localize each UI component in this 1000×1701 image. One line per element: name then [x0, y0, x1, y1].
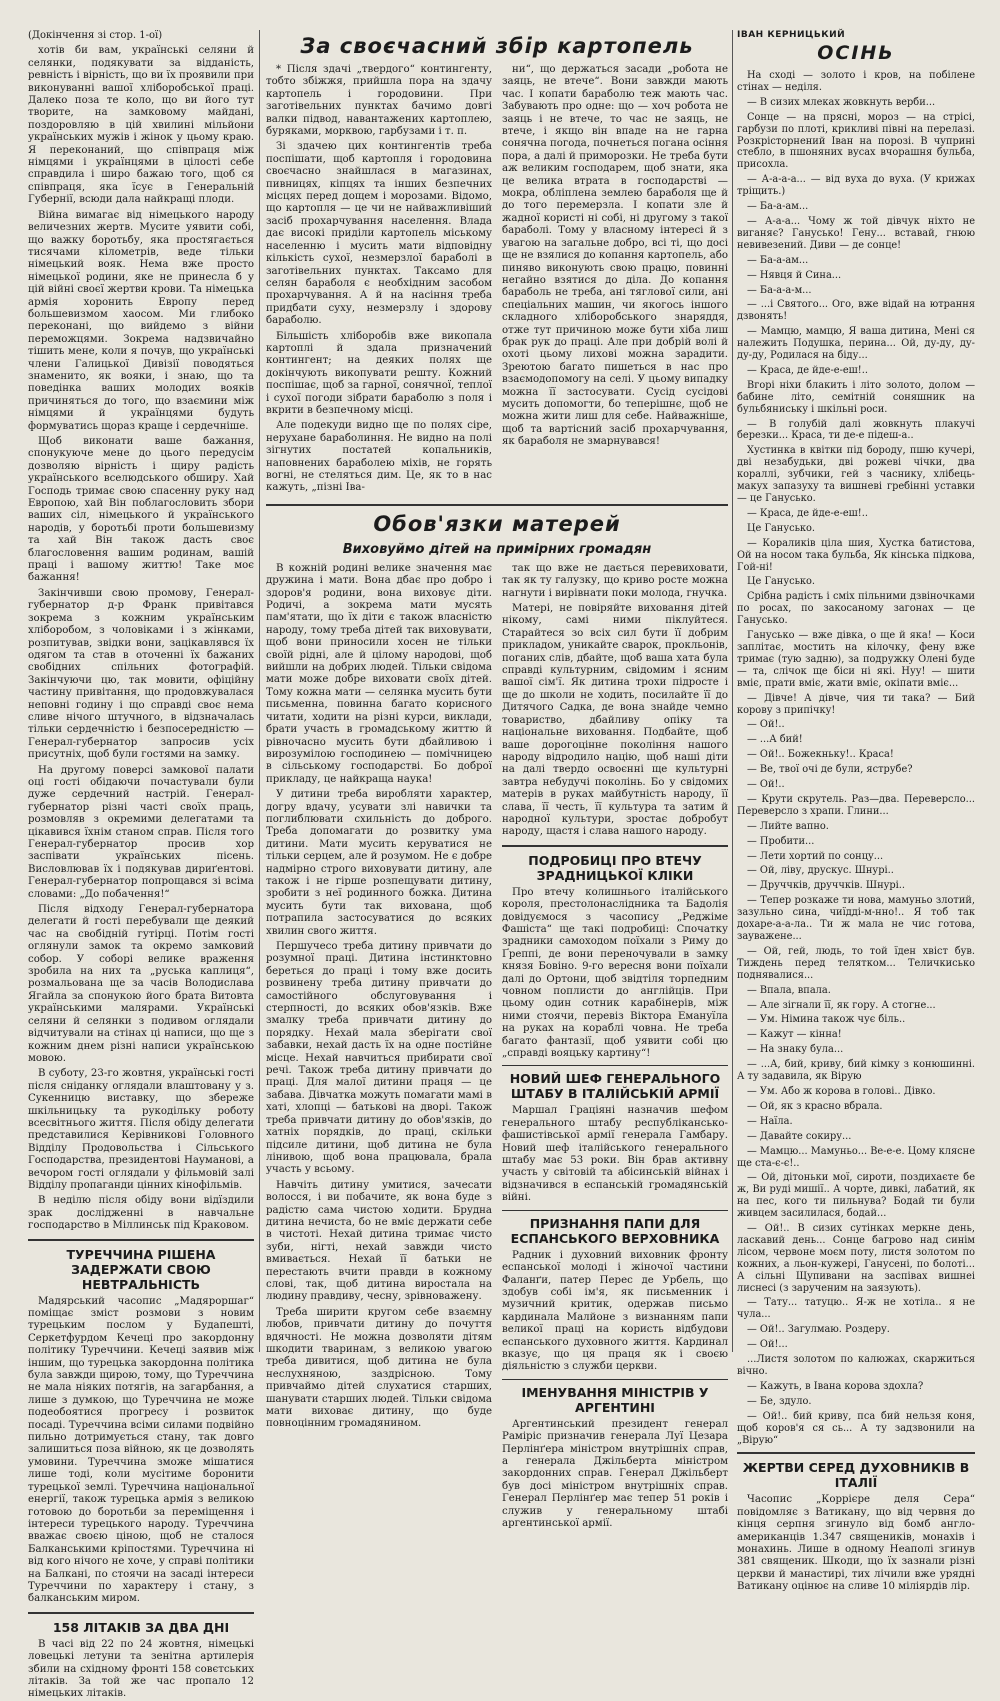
paragraph: Більшість хліборобів вже викопала картоплі й здала призначений контингент; на деяких полях ще докінчують викопувати решту. Кожний поспішає, щоб за гарної, сонячної, теплої і сухої погоди зібрати бараболю з поля і вкрити в безпечному місці.	[266, 330, 492, 416]
paragraph: — В голубій далі жовкнуть плакучі березки... Краса, ти де-е підеш-а..	[737, 418, 975, 442]
paragraph: Зі здачею цих контингентів треба поспішати, щоб картопля і городовина своєчасно знайшлася в магазинах, пивницях, кіпцях та інших безпечних місцях перед дощем і морозами. Відомо, що картопля — це чи не найважливіший засіб прохарчування населення. Влада дає високі приділи картопель міському населенню і мусить мати відповідну кількість сухої, незмерзлої бараболі в заготівельних пунктах. Таксамо для селян бараболя є необхідним засобом прохарчування. А й на насіння треба придбати суху, незмерзлу і здорову бараболю.	[266, 141, 492, 327]
paragraph: хотів би вам, українські селяни й селянки, подякувати за відданість, ревність і вірність, що ви їх проявили при виконуванні вашої хліборобської праці. Далеко поза те коло, що ви його тут творите, на замковому майдані, поздоровляю в цій хвилині мільйони українських мужів і жінок у цьому краю. Я переконаний, що співпраця між німцями і українцями в цілості себе справдила і широ бажаю того, щоб ся співпраця, яка їсує в Генеральній Губернії, всюди дала найкращі плоди.	[28, 45, 254, 206]
paragraph: Навчіть дитину умитися, зачесати волосся, і ви побачите, як вона буде з радістю сама чистою ходити. Брудна дитина нечиста, бо не вміє держати себе в чистоті. Нехай дитина тримає чисто зуби, нігті, нехай завжди чисто вмивається. Нехай її батьки не перестають вчити правди в кожному слові, так, щоб дитина виростала на людину правдиву, чесну, зрівноважену.	[266, 1179, 492, 1303]
paragraph: На другому поверсі замкової палати оці гості обідаючи почастували були дуже сердечний настрій. Генерал-губернатор різні часті своїх праць, розмовляв з окремими делегатами та цікавився їхнім станом справ. Після того Генерал-губернатор просив хор заспівати українських пісень. Висловлював їх і подякував дириґентові. Генерал-губернатор попрощався зі всіма словами: „До побачення!“	[28, 764, 254, 900]
column-left	[28, 30, 254, 1700]
paragraph: — Ве, твої очі де були, яструбе?	[747, 764, 913, 776]
paragraph: — Ум. Або ж корова в голові.. Дівко.	[747, 1085, 936, 1097]
argentina-article-body	[502, 1419, 728, 1531]
paragraph: Радник і духовний виховник фронту еспанської молоді і жіночої частини Фаланґи, патер Перес де Урбель, що здобув собі ім'я, як письменник і музичний критик, одержав письмо кардинала Малйоне з визнанням папи великої праці на користь відбудови еспанського духовного життя. Кардинал вказує, що ця праця як і своєю діяльністю з служби церкви.	[502, 1249, 728, 1373]
paragraph: У дитини треба виробляти характер, догру вдачу, усувати злі навички та поглиблювати схильність до доброго. Треба допомагати до розвитку ума дитини. Мати мусить керуватися не тільки серцем, але й розумом. Не є добре надмірно строго виховувати дитину, але також і не гірше розпещувати дитину, зробити з неї родинного божка. Дитина мусить бути так вихована, щоб потрапила застосуватися до всяких хвилин свого життя.	[266, 789, 492, 937]
paragraph: Після відходу Генерал-губернатора делегати й гості перебували ще деякий час на свобідній гутірці. Потім гості оглянули замок та окремо замковий собор. У соборі велике враження зробила на них та „руська каплиця“, розмальована ще за часів Володислава Ягайла за спонукою його брата Витовта українськими малярами. Українські селяни й селянки з подивом оглядали відчитували на стінах ці написи, що ще з кожним днем різні написи українською мовою.	[28, 904, 254, 1064]
paragraph: Часопис „Коррієре деля Сера“ повідомляє з Ватикану, що від червня до кінця серпня згинуло від бомб англо-американців 1.347 священиків, монахів і монахинь. Лише в одному Неаполі згинув 381 священик. Шкоди, що їх зазнали різні церкви й манастирі, тих лічили вже урядні Ватикану оцінює на сливе 10 міліярдів лір.	[737, 1494, 975, 1593]
paragraph: — Ба-а-ам...	[747, 201, 809, 213]
paragraph: В неділю після обіду вони відїздили зрак дослідженні в навчальне господарство в Міллинськ під Краковом.	[28, 1195, 254, 1232]
paragraph: — Тепер розкаже ти нова, мамуньо злотий, зазульно сина, чиїдді-м-нно!.. Я тоб так дохаре-а-а-ла.. Ти ж мала не чис готова, зауважене...	[737, 895, 975, 942]
poem-body	[737, 70, 975, 1446]
paragraph: — Краса, де йде-е-еш!..	[747, 364, 868, 376]
column-right	[737, 30, 975, 1593]
paragraph: Матері, не повіряйте виховання дітей нікому, самі ними піклуйтеся. Старайтеся зо всіх сил бути її добрим прикладом, уникайте сварок, прокльонів, поганих слів, дбайте, щоб ваша хата була справді культурним, свідомим і ясним вашої сім'ї. Як дитина трохи підросте і ще до школи не ходить, посилайте її до Дитячого Садка, де вона знайде чемно товариство, дбайливу опіку та національне виховання. Подбайте, щоб ваше дорогоцінне покоління нашого народу відродило націю, щоб наші діти на далі твердо освоєнні ще культурні завтра небудучі поколінь. Бо у свідомих матерів в руках майбутність народу, її слава, її честь, її культура та затим й народної культури, зростає добробут народу, щастя і слава нашого народу.	[502, 603, 728, 838]
paragraph: Це Ганусько.	[747, 522, 816, 534]
turkey-article-title: ТУРЕЧЧИНА РІШЕНА ЗАДЕРЖАТИ СВОЮ НЕВТРАЛЬНІСТЬ	[66, 1246, 216, 1292]
divider	[502, 1379, 728, 1380]
paragraph: — ...А бий!	[747, 734, 803, 746]
mothers-right-column	[502, 563, 728, 1534]
planes-article-body	[28, 1639, 254, 1701]
paragraph: ни“, що держаться засади „робота не заяць, не втече“. Вони завжди мають час. І копати бараболю теж мають час. Забувають про одне: що — хоч робота не заяць і не втече, то час не заяць, не втече, і якщо він впаде на не гарна сонячна погода, почнеться погана осіння пора, а далі й приморозки. Не треба бути аж великим господарем, щоб знати, яка це велика втрата в господарстві — мокра, обліплена землею бараболя ще й до того перемерзла. І копати зле й жадної користі ні собі, ні другому з такої бараболі. Тому у власному інтересі й з увагою на загальне добро, всі ті, що досі ще не взялися до копання картопель, або пиняво виконують свою працю, повинні негайно взятися до діла. До копання бараболь не треба, ані тяглової сили, ані спеціальних машин, чи якогось іншого складного хліборобського знаряддя, отже тут причиною може бути хіба лиш брак рук до праці. Але при добрій волі й охоті цьому лихові можна зарадити. Зреютою багато пишеться в нас про взаємодопомогу на селі. У цьому випадку можна її застосувати. Сусід сусідові мусить допомогти, бо теперішнє, щоб не можна жити лиш для себе. Найважніше, щоб та вартісний засіб прохарчування, як бараболя не змарнувався!	[502, 64, 728, 448]
paragraph: — Лети хортий по сонцу...	[747, 850, 884, 862]
paragraph: — ...А, бий, криву, бий кімку з конюшинні. А ту задавила, як Вірую	[737, 1059, 975, 1083]
paragraph: Маршал Граціяні назначив шефом генерального штабу республікансько-фашистівської армії генерала Гамбару. Новий шеф італійського генерального штабу має 53 роки. Він брав активну участь у світовій та абісинській війнах і відзначився в еспанській громадянській війні.	[502, 1105, 728, 1204]
paragraph: Це Ганусько.	[747, 576, 816, 588]
clergy-article-body	[737, 1494, 975, 1593]
paragraph: — Мамцю, мамцю, Я ваша дитина, Мені ся належить Подушка, перина... Ой, ду-ду, ду-ду-ду, Родилася на біду...	[737, 326, 975, 362]
mothers-article-title: Обов'язки матерей	[373, 511, 621, 536]
paragraph: Але подекуди видно ще по полях сіре, нерухане бараболиння. Не видно на полі зігнутих постатей копальників, наповнених бараболею міхів, не горять вогні, не стеляться дим. Це, як то в нас кажуть, „пізні Іва-	[266, 420, 492, 494]
paragraph: Мадярський часопис „Мадяроршаг“ поміщає зміст розмови з новим турецьким послом у Будапешті, Серкетфурдом Кечеці про закордонну політику Туреччини. Кечеці заявив між іншим, що турецька закордонна політика була завжди щирою, тому, що Туреччина не мала ніяких потягів, на загарбання, а лише з думкою, що Туреччина не може подеобоятися прогресу і розвиток посаді. Туреччина всіми силами подвійно пильно дотримується стану, так довго залишиться поза війною, як це дозволять умовини. Туреччина зможе мішатися лише тоді, коли мусітиме боронити турецької землі. Туреччина національної енергії, також турецька армія з великою готовою до боротьби за переміщення і інтереси турецького народу. Туреччина вважає своєю ціною, щоб не сталося Балканськими кріпостями. Туреччина ні від кого нічого не хоче, у справі політики на Балкані, по стоячи на засаді інтереси Туреччини по характеру і стану, з балканським миром.	[28, 1295, 254, 1605]
paragraph: — Кораликів ціла шия, Хустка батистова, Ой на носом така бульба, Як кінська підкова, Гой-ні!	[737, 537, 975, 573]
paragraph: так що вже не дається перевиховати, так як ту галузку, що криво росте можна нагнути і вирівнати поки молода, гнучка.	[502, 562, 728, 599]
paragraph: — Ой, дітоньки мої, сироти, поздихаєте бе ж, Ви руді мишії.. А чорте, дивкі, лабатий, як на пес, кого ти пильнува? Бодай ти були живцем засилилася, бодай...	[737, 1172, 975, 1220]
paragraph: — Кажут — кінна!	[747, 1029, 842, 1041]
poem-title: ОСІНЬ	[817, 42, 895, 64]
mothers-article-subtitle: Виховуймо дітей на примірних громадян	[342, 541, 652, 557]
paragraph: Ганусько — вже дівка, о ще й яка! — Коси заплітає, мостить на кілочку, фену вже тримає (тую задню), за подружку Олені буде — та, слічок ще біси ні які. Нуу! — шити вміє, прати вміє, жати вміє, окіпати вміє...	[737, 630, 975, 689]
divider	[266, 504, 728, 506]
paragraph: — Ба-а-ам...	[747, 254, 809, 266]
paragraph: — ...і Святого... Ого, вже відай на ютрання дзвонять!	[737, 299, 975, 323]
pope-article-body	[502, 1250, 728, 1374]
paragraph: — Ой!.. бий криву, пса бий нельзя коня, щоб коров'я ся сь... А ту задзвонили на „Вірую“	[737, 1410, 975, 1446]
paragraph: — Ой!...	[747, 1339, 788, 1351]
escape-article-body	[502, 887, 728, 1061]
paragraph: * Після здачі „твердого“ контингенту, тобто збіжжя, прийшла пора на здачу картопель і городовини. При заготівельних пунктах бачимо довгі валки підвод, навантажених картоплею, буряками, морквою, гарбузами і т. п.	[266, 64, 492, 138]
paragraph: — Ба-а-а-м...	[747, 284, 812, 296]
paragraph: Вгорі ніхи блакить і літо золото, долом — бабине літо, семітній соняшник на бульбяниську і шкільні роси.	[737, 379, 975, 415]
divider	[502, 1210, 728, 1211]
pope-article-title: ПРИЗНАННЯ ПАПИ ДЛЯ ЕСПАНСЬКОГО ВЕРХОВНИКА	[510, 1215, 720, 1246]
paragraph: Хустинка в квітки під бороду, пшю кучері, дві незабудьки, дві рожеві чічки, два кораллі, зубчики, гей з часнику, хлібець-макух запазуху та вишневі гребінні уставки — це Ганусько.	[737, 445, 975, 504]
column-center	[266, 30, 728, 1529]
potato-left-column	[266, 64, 492, 498]
paragraph: Закінчивши свою промову, Генерал-губернатор д-р Франк привітався зокрема з кожним українським хліборобом, з чоловіками і з жінками, розпитував, звідки вони, зацікавлявся їх одягом та став в оточенні їх бажаних свобідних спільних фотографій. Закінчуючи цю, так мовити, офіційну частину привітання, що продовжувалася неповні годину і що справді своє нема сливе нічого штучного, в відзначалась тільки сердечністю і безпосередністю — Генерал-губернатор запросив усіх присутніх, щоб були гостями на замку.	[28, 587, 254, 761]
paragraph: Аргентинський президент генерал Раміріс призначив генерала Луї Цезара Перлінґера міністром внутрішніх справ, а генерала Джільберта міністром закордонних справ. Генерал Джільберт був досі міністром внутрішніх справ. Генерал Перлінґер має тепер 51 років і служив у генеральному штабі аргентинської армії.	[502, 1418, 728, 1529]
poem-author: ІВАН КЕРНИЦЬКИЙ	[737, 30, 846, 40]
clergy-article-title: ЖЕРТВИ СЕРЕД ДУХОВНИКІВ В ІТАЛІЇ	[742, 1460, 970, 1491]
divider	[502, 845, 728, 847]
paragraph: — Ой!.. Загулмаю. Роздеру.	[747, 1324, 890, 1336]
paragraph: — Ой!.. Божекньку!.. Краса!	[747, 749, 894, 761]
paragraph: Війна вимагає від німецького народу величезних жертв. Мусите уявити собі, що важку боротьбу, яка простягається тисячами кілометрів, веде тільки німецький вояк. Нема вже просто німецької родини, яке не принесла б у цій війні своєї жертви крови. Та німецька армія хоронить Европу перед большевизмом хаосом. Ми глибоко переконані, що вийдемо з війни переможцями. Зокрема надзвичайно тішить мене, коли я почув, що українські члени Галицької Дивізії поводяться знаменито, як вояки, і знаю, що та поведінка ваших молодих вояків причиняться до того, що взаємини між німцями й українцями будуть формуватись щораз краще і сердечніше.	[28, 209, 254, 432]
paragraph: Щоб виконати ваше бажання, спонукуюче мене до цього передусім дозволяю вірність і щиру радість українського вселюдського обширу. Хай Господь тримає свою спасенну руку над Европою, хай Він поблагословить збори ваших сіл, німецького й українського народів, у боротьбі проти большевизму та хай Він також дасть своє благословення вашим родинам, вашій праці і вашому життю! Таке моє бажання!	[28, 436, 254, 584]
potato-article-title: За своєчасний збір картопель	[300, 34, 694, 58]
paragraph: — Бе, здуло.	[747, 1395, 812, 1407]
paragraph: — Ум. Німина також чує біль..	[747, 1014, 906, 1026]
paragraph: Сонце — на прясні, мороз — на стрісі, гарбузи по плоті, крикливі півні на перелазі. Розкрісторнений Іван на порозі. В чуприні стебло, в пшоняних вусах вчорашня бульба, присохла.	[737, 111, 975, 171]
planes-article-title: 158 ЛІТАКІВ ЗА ДВА ДНІ	[52, 1619, 230, 1635]
paragraph: — Кажуть, в Івана корова здохла?	[747, 1380, 924, 1392]
paragraph: Першучесо треба дитину привчати до розумної праці. Дитина інстинктовно береться до праці і тому вже досить розвинену треба дитину привчати до самостійного обслуговування і стерпності, до всяких обов'язків. Вже змалку треба привчати дитину до порядку. Нехай мала зберігати свої забавки, нехай дасть їх на одне постійне місце. Нехай навчиться прибирати свої речі. Також треба дитину привчати до праці. Для малої дитини праця — це забава. Дівчатка можуть помагати мамі в хаті, хлопці — батькові на дворі. Також треба привчати дитину до обов'язків, до хатніх порядків, до праці, скільки підсиле дитини, щоб дитина не була лінивою, щоб вона працювала, брала участь у всьому.	[266, 941, 492, 1176]
paragraph: — Ой!..	[747, 719, 785, 731]
paragraph: — Мамцю... Мамуньо... Ве-е-е. Цому клясне ще ста-є-є!..	[737, 1145, 975, 1169]
paragraph: — Наїла.	[747, 1115, 793, 1127]
paragraph: ...Листя золотом по калюжах, скаржиться вічно.	[737, 1354, 975, 1377]
paragraph: — Тату... татуцю.. Я-ж не хотіла.. я не чула...	[737, 1297, 975, 1321]
mothers-left-column	[266, 563, 492, 1534]
paragraph: — А-а-а-а... — від вуха до вуха. (У крижах тріщить.)	[737, 174, 975, 198]
escape-article-title: ПОДРОБИЦІ ПРО ВТЕЧУ ЗРАДНИЦЬКОЇ КЛІКИ	[528, 852, 702, 883]
paragraph: — Впала, впала.	[747, 984, 831, 996]
paragraph: В суботу, 23-го жовтня, українські гості після сніданку оглядали влаштовану у з. Сукенницю виставку, що збереже шкільницьку та рукодільку роботу всесвітнього життя. Після обіду делегати представилися Керівникові Головного Відділу Продовольства і Сільського Господарства, президентові Науманові, а вечором гості оглядали у фільмовій залі Відділу пропаганди цінних кінофільмів.	[28, 1068, 254, 1191]
chief-article-body	[502, 1105, 728, 1204]
paragraph: — Ой, ліву, друскус. Шнурі..	[747, 865, 894, 877]
paragraph: — Але зігнали її, як гору. А стогне...	[747, 999, 936, 1011]
divider	[28, 1239, 254, 1241]
paragraph: — На знаку була...	[747, 1044, 844, 1056]
paragraph: — Ой, гей, людь, то той їден хвіст був. Тиждень перед телятком... Теличкисько поднявалися...	[737, 945, 975, 981]
paragraph: — Друччків, друччків. Шнурі..	[747, 880, 905, 892]
paragraph: — Давайте сокиру...	[747, 1130, 852, 1142]
paragraph: — Ой!..	[747, 779, 785, 791]
paragraph: В кожній родині велике значення має дружина і мати. Вона дбає про добро і здоров'я родини, вона виховує діти. Родичі, а зокрема мати мусять пам'ятати, що їх діти є також власністю народу, тому треба дітей так виховувати, щоб вони приносили хосен не тільки своїй рідні, але й цілому народові, щоб вийшли на добрих людей. Тільки свідома мати може добре виховати своїх дітей. Тому кожна мати — селянка мусить бути письменна, повинна багато корисного читати, ходити на різні курси, виклади, брати участь в громадському життю й рівночасно мусить бути дбайливою і вирозумілою господинею — помічницею в сільському господарстві. Бо доброї прикладу, це найкраща наука!	[266, 562, 492, 785]
column-rule	[259, 30, 260, 1352]
paragraph: Про втечу колишнього італійського короля, престолонаслідника та Бадолія довідуємося з часопису „Реджіме Фашіста“ ще такі подробиці: Спочатку зрадники самоходом поїхали з Риму до Ґреппі, де вони переночували в замку князя Бовіно. 9-го вересня вони поїхали далі до Ортони, щоб звідтіля торпедним човном поплисти до англійців. При цьому один сотник карабінерів, між ними стоячи, перевіз Віктора Емануїла на руках на кораблі човна. Не треба багато фантазії, щоб уявити собі цю „справді вояцьку картину“!	[502, 886, 728, 1060]
continuation-note: (Докінчення зі стор. 1-ої)	[28, 30, 163, 41]
paragraph: Срібна радість і сміх пільними дзвіночками по росах, по закосаному загонах — це Ганусько.	[737, 591, 975, 627]
divider	[502, 1065, 728, 1066]
mothers-right-text	[502, 563, 728, 839]
potato-right-column	[502, 64, 728, 498]
divider	[737, 1452, 975, 1454]
paragraph: — Краса, де йде-е-еш!..	[747, 507, 868, 519]
paragraph: — Нявця й Сина...	[747, 269, 842, 281]
paragraph: — Крути скрутель. Раз—два. Переверсло... Переверсло з храпи. Глини...	[737, 793, 975, 817]
argentina-article-title: ІМЕНУВАННЯ МІНІСТРІВ У АРГЕНТИНІ	[521, 1384, 709, 1415]
paragraph: Треба ширити кругом себе взаємну любов, привчати дитину до почуття вдячності. Не можна дозволяти дітям шкодити тваринам, з великою увагою треба дивитися, щоб дитина не була неслухняною, заздрісною. Тому привчаймо дітей слухатися старших, шанувати старших людей. Тільки свідома мати виховає дитину, що буде повноцінним громадянином.	[266, 1306, 492, 1430]
paragraph: — В сизих млеках жовкнуть верби...	[747, 96, 936, 108]
chief-article-title: НОВИЙ ШЕФ ГЕНЕРАЛЬНОГО ШТАБУ В ІТАЛІЙСЬКІЙ АРМІЇ	[509, 1071, 721, 1102]
turkey-article-body	[28, 1296, 254, 1606]
paragraph: В часі від 22 по 24 жовтня, німецькі ловецькі летуни та зенітна артилерія збили на східному фронті 158 совєтських літаків. За той же час пропало 12 німецьких літаків.	[28, 1638, 254, 1700]
paragraph: На сході — золото і кров, на побілене стінах — неділя.	[737, 70, 975, 93]
paragraph: — Пробити...	[747, 835, 815, 847]
paragraph: — А-а-а... Чому ж той дівчук ніхто не виганяє? Ганусько! Гену... вставай, гнюю невивезений. Диви — де сонце!	[737, 215, 975, 251]
column-rule	[732, 30, 733, 1352]
paragraph: — Дівче! А дівче, чия ти така? — Бий корову з припічку!	[737, 692, 975, 716]
paragraph: — Лийте вапно.	[747, 820, 829, 832]
mothers-article-body	[266, 563, 728, 1534]
divider	[28, 1612, 254, 1614]
speech-article	[28, 45, 254, 1232]
potato-article-body	[266, 64, 728, 498]
paragraph: — Ой, як з красно вбрала.	[747, 1100, 883, 1112]
paragraph: — Ой!.. В сизих сутінках меркне день, ласкавий день... Сонце багрово над синім лісом, червоне моєм поту, листя золотом по кожних, а льон-кужері, Ганусені, по болоті... А сільні Щупивани на заспівах вишнеі лиснесі (з зарученим на заязують).	[737, 1223, 975, 1294]
